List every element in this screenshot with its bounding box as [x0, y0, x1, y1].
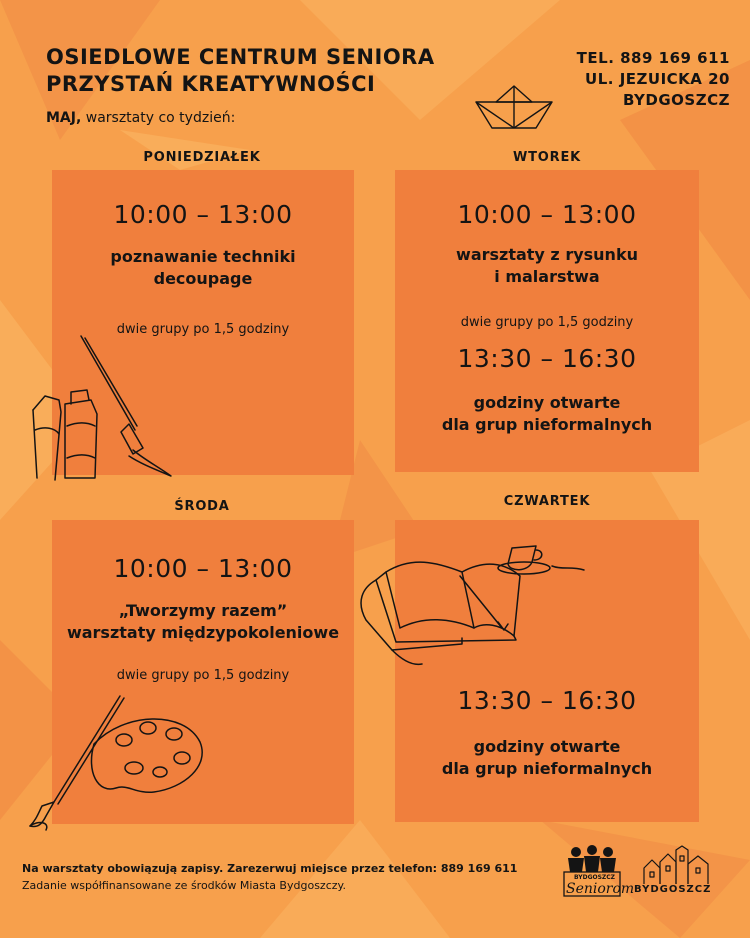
footer-funding-note: Zadanie współfinansowane ze środków Miasta Bydgoszczy. — [22, 879, 346, 892]
phone: TEL. 889 169 611 — [576, 49, 730, 67]
slot-time: 10:00 – 13:00 — [113, 200, 293, 229]
seniorom-logo-small-text: BYDGOSZCZ — [574, 874, 616, 881]
slot-description-line-1: warsztaty z rysunku — [456, 245, 638, 264]
paint-bottles-icon — [25, 330, 175, 480]
title-line-2: PRZYSTAŃ KREATYWNOŚCI — [46, 72, 376, 96]
footer — [22, 860, 517, 894]
bydgoszcz-logo — [640, 846, 720, 886]
slot-time: 13:30 – 16:30 — [457, 344, 637, 373]
day-label-wednesday: ŚRODA — [174, 499, 230, 514]
slot-description-line-2: dla grup nieformalnych — [441, 415, 653, 434]
street: UL. JEZUICKA 20 — [585, 70, 730, 88]
title-line-1: OSIEDLOWE CENTRUM SENIORA — [46, 45, 435, 69]
slot-note: dwie grupy po 1,5 godziny — [116, 668, 290, 683]
city: BYDGOSZCZ — [622, 91, 730, 109]
slot-description-line-1: godziny otwarte — [473, 393, 621, 412]
slot-description-line-2: decoupage — [153, 269, 253, 288]
footer-registration-note: Na warsztaty obowiązują zapisy. Zarezerwuj miejsce przez telefon: 889 169 611 — [22, 862, 518, 875]
schedule-card-tuesday — [395, 170, 699, 472]
bydgoszcz-logo-text: BYDGOSZCZ — [634, 884, 712, 895]
slot-time: 13:30 – 16:30 — [457, 686, 637, 715]
month-label: MAJ, — [46, 110, 82, 126]
book-coffee-icon — [352, 532, 592, 672]
slot-description-line-1: „Tworzymy razem” — [118, 601, 288, 620]
day-label-monday: PONIEDZIAŁEK — [143, 150, 261, 165]
slot-description-line-1: godziny otwarte — [473, 737, 621, 756]
subtitle — [46, 110, 235, 126]
slot-time: 10:00 – 13:00 — [457, 200, 637, 229]
slot-description — [395, 736, 699, 780]
slot-description — [52, 600, 354, 644]
slot-description-line-2: i malarstwa — [494, 267, 600, 286]
seniorom-logo-text: Seniorom — [566, 881, 635, 897]
page-title — [46, 44, 435, 98]
slot-note: dwie grupy po 1,5 godziny — [460, 315, 634, 330]
paper-boat-icon — [474, 84, 554, 134]
slot-description-line-2: warsztaty międzypokoleniowe — [66, 623, 340, 642]
slot-note: dwie grupy po 1,5 godziny — [116, 322, 290, 337]
slot-time: 10:00 – 13:00 — [113, 554, 293, 583]
subtitle-text: warsztaty co tydzień: — [81, 110, 236, 126]
slot-description-line-1: poznawanie techniki — [110, 247, 296, 266]
slot-description — [52, 246, 354, 290]
day-label-tuesday: WTOREK — [512, 150, 582, 165]
contact-info — [577, 48, 730, 111]
palette-brush-icon — [24, 692, 214, 832]
day-label-thursday: CZWARTEK — [503, 494, 591, 509]
slot-description — [395, 392, 699, 436]
slot-description-line-2: dla grup nieformalnych — [441, 759, 653, 778]
slot-description — [395, 244, 699, 288]
